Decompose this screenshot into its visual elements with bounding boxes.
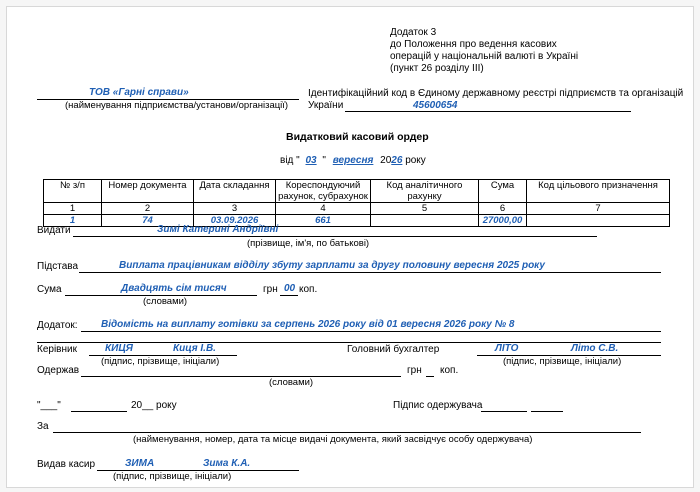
row-cell-purpose-code xyxy=(527,215,670,227)
header-cell: Кореспондуючий рахунок, субрахунок xyxy=(276,180,371,203)
cashier-name: Зима К.А. xyxy=(203,458,251,469)
org-caption: (найменування підприємства/установи/організації) xyxy=(65,100,289,111)
column-number: 3 xyxy=(194,203,276,215)
recipient-sign-label: Підпис одержувача xyxy=(393,400,483,411)
amount-caption: (словами) xyxy=(143,296,188,307)
annex-line-3: операцій у національній валюті в Україні xyxy=(390,51,579,62)
order-table xyxy=(43,179,670,227)
amount-kop-line xyxy=(280,295,298,296)
amount-label: Сума xyxy=(37,284,62,295)
appendix-value: Відомість на виплату готівки за серпень 2026 року від 01 вересня 2026 року № 8 xyxy=(101,319,515,330)
recipient-sign-line-2 xyxy=(531,411,563,412)
row-cell-analytic-code xyxy=(371,215,479,227)
date-year-prefix: 20 xyxy=(380,155,392,166)
date-month: вересня xyxy=(332,155,374,166)
cashier-label: Видав касир xyxy=(37,459,96,470)
table-header-row xyxy=(44,180,670,203)
head-signature: КИЦЯ xyxy=(105,343,133,354)
received-caption: (словами) xyxy=(269,377,314,388)
header-cell: Дата складання xyxy=(194,180,276,203)
date-day: 03 xyxy=(305,155,317,166)
head-caption: (підпис, прізвище, ініціали) xyxy=(101,356,220,367)
row-cell-account: 661 xyxy=(276,215,371,227)
received-kop: коп. xyxy=(440,365,459,376)
amount-grn: грн xyxy=(263,284,278,295)
per-line xyxy=(53,432,641,433)
edrpou-label-1: Ідентифікаційний код в Єдиному державному реєстрі підприємств та організацій xyxy=(308,88,684,99)
document-title: Видатковий касовий ордер xyxy=(286,131,429,143)
annex-line-1: Додаток 3 xyxy=(390,27,437,38)
edrpou-value: 45600654 xyxy=(413,100,458,111)
date-year-suffix: 26 xyxy=(391,155,403,166)
header-cell: Код аналітичного рахунку xyxy=(371,180,479,203)
column-number: 5 xyxy=(371,203,479,215)
head-name: Киця І.В. xyxy=(173,343,216,354)
received-grn: грн xyxy=(407,365,422,376)
accountant-name: Літо С.В. xyxy=(571,343,619,354)
row-cell-date: 03.09.2026 xyxy=(194,215,276,227)
column-number: 1 xyxy=(44,203,102,215)
amount-kop-value: 00 xyxy=(284,283,296,294)
date-suffix: року xyxy=(405,155,426,166)
amount-kop: коп. xyxy=(299,284,318,295)
accountant-label: Головний бухгалтер xyxy=(347,344,440,355)
receipt-date-line xyxy=(71,411,127,412)
row-cell-number: 1 xyxy=(44,215,102,227)
cashier-signature: ЗИМА xyxy=(125,458,155,469)
received-kop-line xyxy=(426,376,434,377)
header-cell: Код цільового призначення xyxy=(527,180,670,203)
basis-label: Підстава xyxy=(37,261,79,272)
row-cell-document-number: 74 xyxy=(102,215,194,227)
column-number: 4 xyxy=(276,203,371,215)
header-cell: Сума xyxy=(479,180,527,203)
document-date xyxy=(280,155,426,166)
table-row xyxy=(44,215,670,227)
column-number: 7 xyxy=(527,203,670,215)
annex-note xyxy=(390,27,578,75)
issue-to-label: Видати xyxy=(37,225,71,236)
cash-order-page xyxy=(6,6,694,488)
org-name: ТОВ «Гарні справи» xyxy=(89,87,189,98)
date-quote: " xyxy=(322,155,326,166)
annex-line-4: (пункт 26 розділу III) xyxy=(390,63,484,74)
edrpou-label-2: України xyxy=(308,100,344,111)
received-line xyxy=(81,376,401,377)
table-number-row xyxy=(44,203,670,215)
basis-value: Виплата працівникам відділу збуту зарплати за другу половину вересня 2025 року xyxy=(119,260,545,271)
per-label: За xyxy=(37,421,49,432)
edrpou-line xyxy=(345,111,631,112)
head-label: Керівник xyxy=(37,344,77,355)
row-cell-amount: 27000,00 xyxy=(479,215,527,227)
receipt-date-quote: "___" xyxy=(37,400,61,411)
issue-to-value: Зимі Катерині Андріївні xyxy=(157,224,279,235)
per-caption: (найменування, номер, дата та місце видачі документа, який засвідчує особу одержувача) xyxy=(133,434,533,445)
amount-value: Двадцять сім тисяч xyxy=(121,283,227,294)
accountant-caption: (підпис, прізвище, ініціали) xyxy=(503,356,622,367)
issue-to-line xyxy=(73,236,597,237)
appendix-label: Додаток: xyxy=(37,320,78,331)
date-prefix: від " xyxy=(280,155,300,166)
accountant-signature: ЛІТО xyxy=(495,343,519,354)
cashier-caption: (підпис, прізвище, ініціали) xyxy=(113,471,232,482)
header-cell: № з/п xyxy=(44,180,102,203)
annex-line-2: до Положення про ведення касових xyxy=(390,39,557,50)
recipient-sign-line-1 xyxy=(481,411,527,412)
column-number: 2 xyxy=(102,203,194,215)
header-cell: Номер документа xyxy=(102,180,194,203)
basis-line xyxy=(79,272,661,273)
appendix-line xyxy=(81,331,661,332)
receipt-date-year: 20__ року xyxy=(131,400,177,411)
column-number: 6 xyxy=(479,203,527,215)
issue-to-caption: (прізвище, ім'я, по батькові) xyxy=(247,238,370,249)
received-label: Одержав xyxy=(37,365,80,376)
